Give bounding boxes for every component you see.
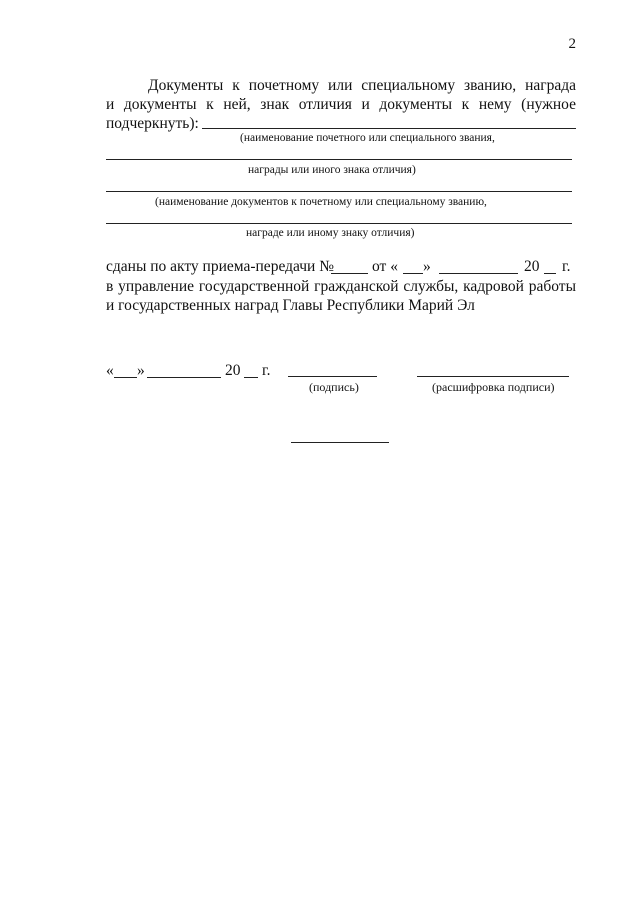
sign-year-prefix: 20 (225, 362, 241, 379)
signature-caption: (подпись) (309, 380, 359, 394)
act-month-blank[interactable] (439, 273, 518, 274)
act-number-blank[interactable] (331, 273, 368, 274)
award-name-blank-1[interactable] (202, 128, 576, 129)
transfer-year-suffix: г. (562, 258, 571, 275)
transfer-year-prefix: 20 (524, 258, 540, 275)
documents-blank-1[interactable] (106, 191, 572, 192)
caption-documents: (наименование документов к почетному или специальному званию, (155, 196, 487, 208)
award-name-blank-2[interactable] (106, 159, 572, 160)
transfer-text-1: сданы по акту приема-передачи № (106, 258, 335, 275)
signature-blank[interactable] (288, 376, 377, 377)
transfer-text-3: » (423, 258, 431, 275)
transfer-paragraph (106, 277, 576, 315)
transfer-text-2: от « (372, 258, 398, 275)
intro-line-1: Документы к почетному или специальному званию, награда (148, 77, 576, 94)
transfer-line-3: и государственных наград Главы Республики Марий Эл (106, 297, 475, 314)
sign-year-suffix: г. (262, 362, 271, 379)
sign-month-blank[interactable] (147, 377, 221, 378)
caption-award-name: (наименование почетного или специального звания, (240, 132, 495, 144)
closing-separator (291, 442, 389, 443)
intro-line-3: подчеркнуть): (106, 115, 199, 132)
documents-blank-2[interactable] (106, 223, 572, 224)
act-year-blank[interactable] (544, 273, 556, 274)
page-number: 2 (568, 36, 576, 52)
decoding-caption: (расшифровка подписи) (432, 380, 555, 394)
caption-documents-award: награде или иному знаку отличия) (246, 227, 415, 239)
intro-paragraph (106, 76, 576, 133)
sign-date-open: « (106, 362, 114, 379)
intro-line-2: и документы к ней, знак отличия и документы к нему (нужное (106, 96, 576, 113)
sign-date-close: » (137, 362, 145, 379)
signature-decoding-blank[interactable] (417, 376, 569, 377)
caption-award-type: награды или иного знака отличия) (248, 164, 416, 176)
transfer-line-2: в управление государственной гражданской службы, кадровой работы (106, 278, 576, 295)
sign-day-blank[interactable] (114, 377, 137, 378)
sign-year-blank[interactable] (244, 377, 258, 378)
act-day-blank[interactable] (403, 273, 423, 274)
